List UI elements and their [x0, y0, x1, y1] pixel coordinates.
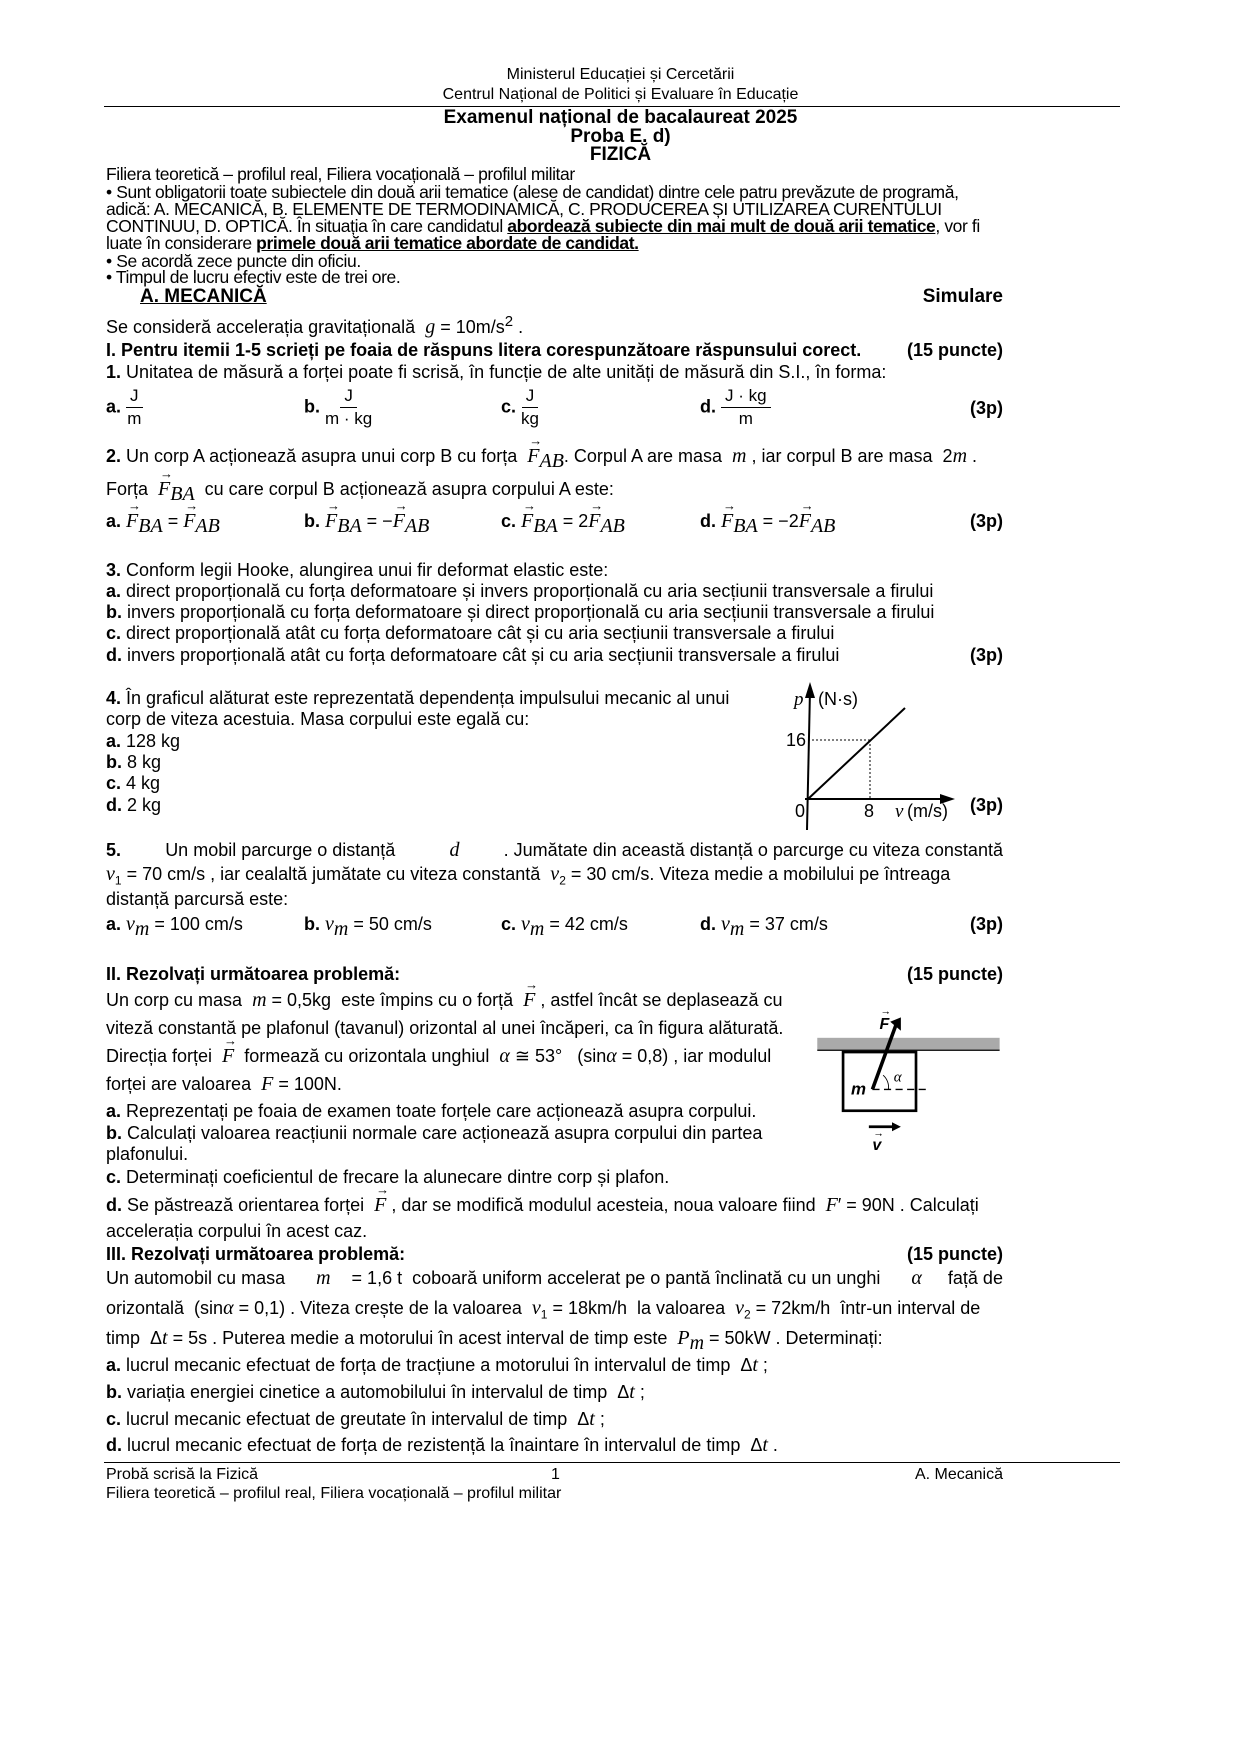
force-arrow	[872, 1024, 896, 1090]
part2-line: forței are valoarea F = 100N.	[106, 1073, 342, 1095]
ceiling	[817, 1038, 999, 1050]
q1-points: (3p)	[970, 398, 1003, 418]
q2-line1: 2. Un corp A acționează asupra unui corp B cu forța → $F_{AB}$. Corpul A are masa m , iar corpul B are masa 2m .	[106, 445, 977, 474]
footer-right: A. Mecanică	[914, 1466, 1003, 1483]
exam-proba: Proba E. d)	[570, 126, 671, 147]
part2-item-a: a. Reprezentați pe foaia de examen toate forțele care acționează asupra corpului.	[106, 1101, 757, 1121]
force-vector-arrow-icon: →	[880, 1005, 892, 1018]
part3-line: orizontală (sinα = 0,1) . Viteza crește de la valoarea $v_1 = 18km/h$ la valoarea $v_2 = 72km/h$ într-un interval de	[106, 1297, 981, 1322]
part3-item-b: b. variația energiei cinetice a automobilului în intervalul de timp Δt ;	[106, 1381, 645, 1403]
y-axis-arrow-icon	[805, 682, 815, 698]
section-title: A. MECANICĂ	[140, 286, 267, 307]
part2-line: Direcția forței → F formează cu orizontala unghiul α ≅ 53° (sinα = 0,8) , iar modulul	[106, 1045, 771, 1067]
y-axis	[807, 690, 810, 830]
denominator: kg	[521, 409, 539, 428]
q5-option-a: a. $v_m = 100$ cm/s	[106, 913, 243, 940]
q3-text: 3. Conform legii Hooke, alungirea unui fir deformat elastic este:	[106, 560, 609, 580]
angle-label: α	[893, 1069, 902, 1086]
velocity-vector-arrow-icon: →	[873, 1127, 884, 1140]
force-label: F	[879, 1015, 890, 1033]
instruction-line: • Timpul de lucru efectiv este de trei ore.	[106, 267, 401, 287]
q4-points: (3p)	[970, 795, 1003, 815]
q5-line1: 5. Un mobil parcurge o distanță d . Jumătate din această distanță o parcurge cu viteza constantă	[106, 839, 1003, 861]
q2-option-c: c. → $F_{BA} = 2\to F_{AB}$	[501, 510, 625, 539]
q1-option-d	[700, 385, 771, 430]
part2-item-c: c. Determinați coeficientul de frecare la alunecare dintre corp și plafon.	[106, 1167, 670, 1187]
option-letter: a.	[106, 396, 122, 417]
q1-text: 1. Unitatea de măsură a forței poate fi scrisă, în funcție de alte unități de măsură din S.I., în forma:	[106, 362, 887, 382]
momentum-line	[808, 708, 905, 799]
y-var: p	[794, 689, 804, 710]
footer-page-number: 1	[551, 1466, 560, 1483]
denominator: m · kg	[325, 409, 373, 428]
numerator: J	[126, 385, 143, 408]
option-letter: d.	[700, 396, 716, 417]
gravity-given: Se consideră accelerația gravitațională $g = 10m/s^2$ .	[106, 313, 524, 338]
part2-title: II. Rezolvați următoarea problemă:	[106, 964, 401, 984]
footer-left: Probă scrisă la Fizică	[106, 1466, 259, 1483]
ceiling-block-figure	[801, 988, 1015, 1157]
angle-arc	[883, 1075, 888, 1089]
part1-title: I. Pentru itemii 1-5 scrieți pe foaia de răspuns litera corespunzătoare răspunsului corect.	[106, 340, 862, 360]
part3-item-d: d. lucrul mecanic efectuat de forța de rezistență la înaintare în intervalul de timp Δt .	[106, 1434, 778, 1456]
q3-points: (3p)	[970, 645, 1003, 665]
center-name: Centrul Național de Politici și Evaluare în Educație	[442, 86, 799, 103]
part3-line: timp Δt = 5s . Puterea medie a motorului în acest interval de timp este $P_m = 50kW$ . Determinați:	[106, 1327, 883, 1354]
x-var: v	[895, 801, 904, 822]
part2-line: Un corp cu masa m = 0,5kg este împins cu o forță → F , astfel încât se deplasează cu	[106, 989, 783, 1011]
q4-option-d: d. 2 kg	[106, 795, 162, 815]
q5-line2: $v_1 = 70$ cm/s , iar cealaltă jumătate cu viteza constantă $v_2 = 30$ cm/s. Viteza medie a mobilului pe întreaga	[106, 863, 951, 888]
momentum-velocity-graph	[780, 670, 965, 830]
part2-item-b: b. Calculați valoarea reacțiunii normale care acționează asupra corpului din partea	[106, 1123, 763, 1143]
q1-option-a	[106, 385, 143, 430]
part2-item-d: d. Se păstrează orientarea forței → F , dar se modifică modulul acesteia, noua valoare fiind F′ = 90N . Calculați	[106, 1194, 979, 1216]
y-tick-label: 16	[786, 730, 807, 750]
part3-item-c: c. lucrul mecanic efectuat de greutate în intervalul de timp Δt ;	[106, 1408, 605, 1430]
mass-label: m	[851, 1079, 867, 1099]
q1-option-c	[501, 385, 539, 430]
velocity-arrowhead-icon	[892, 1122, 901, 1131]
q5-option-c: c. $v_m = 42$ cm/s	[501, 913, 628, 940]
origin-label: 0	[795, 801, 806, 821]
q2-option-b: b. → $F_{BA}$ = −→ $F_{AB}$	[304, 510, 429, 539]
filiera-text: Filiera teoretică – profilul real, Filiera vocațională – profilul militar	[106, 164, 575, 184]
q4-option-b: b. 8 kg	[106, 752, 162, 772]
denominator: m	[127, 409, 142, 428]
instruction-line: • Sunt obligatorii toate subiectele din două arii tematice (alese de candidat) dintre cele patru prevăzute de programă,	[106, 182, 959, 202]
numerator: J	[522, 385, 539, 408]
instruction-line: • Se acordă zece puncte din oficiu.	[106, 251, 361, 271]
part2-points: (15 puncte)	[906, 964, 1003, 984]
section-tag: Simulare	[922, 286, 1003, 307]
footer-filiera: Filiera teoretică – profilul real, Filiera vocațională – profilul militar	[106, 1485, 562, 1502]
option-letter: c.	[501, 396, 517, 417]
part3-title: III. Rezolvați următoarea problemă:	[106, 1244, 406, 1264]
q3-option-b: b. invers proporțională cu forța deformatoare și direct proporțională cu aria secțiunii transversale a firului	[106, 602, 935, 622]
q2-line2: Forța → $F_{BA}$ cu care corpul B acționează asupra corpului A este:	[106, 478, 614, 507]
q3-option-a: a. direct proporțională cu forța deformatoare și invers proporțională cu aria secțiunii transversale a firului	[106, 581, 934, 601]
instruction-line: CONTINUU, D. OPTICĂ. În situația în care candidatul abordează subiecte din mai mult de două arii tematice, vor fi	[106, 216, 980, 236]
exam-title: Examenul național de bacalaureat 2025	[443, 107, 798, 128]
numerator: J	[340, 385, 357, 408]
part3-points: (15 puncte)	[906, 1244, 1003, 1264]
denominator: m	[738, 409, 753, 428]
part3-item-a: a. lucrul mecanic efectuat de forța de tracțiune a motorului în intervalul de timp Δt ;	[106, 1354, 768, 1376]
velocity-label: v	[872, 1136, 882, 1154]
q1-option-b	[304, 385, 372, 430]
x-unit: (m/s)	[907, 801, 948, 821]
q2-option-a: a. → $F_{BA}$ = → $F_{AB}$	[106, 510, 220, 539]
footer-divider	[104, 1462, 1120, 1463]
q5-points: (3p)	[970, 914, 1003, 934]
x-tick-label: 8	[864, 801, 875, 821]
exam-subject: FIZICĂ	[589, 144, 652, 165]
ministry-name: Ministerul Educației și Cercetării	[506, 66, 735, 83]
q4-line1: 4. În graficul alăturat este reprezentată dependența impulsului mecanic al unui	[106, 688, 730, 708]
q3-option-c: c. direct proporțională atât cu forța deformatoare cât și cu aria secțiunii transversale a firului	[106, 623, 835, 643]
option-letter: b.	[304, 396, 320, 417]
q3-option-d: d. invers proporțională atât cu forța deformatoare cât și cu aria secțiunii transversale a firului	[106, 645, 840, 665]
part2-line: viteză constantă pe plafonul (tavanul) orizontal al unei încăperi, ca în figura alăturată.	[106, 1018, 784, 1038]
part2-item-d-cont: accelerația corpului în acest caz.	[106, 1221, 368, 1241]
q4-option-c: c. 4 kg	[106, 773, 161, 793]
q5-option-d: d. $v_m = 37$ cm/s	[700, 913, 828, 940]
q2-points: (3p)	[970, 511, 1003, 531]
part3-line: Un automobil cu masa m = 1,6 t coboară uniform accelerat pe o pantă înclinată cu un unghi α față de	[106, 1267, 1003, 1289]
part2-item-b-cont: plafonului.	[106, 1144, 189, 1164]
y-unit: (N·s)	[818, 689, 858, 709]
instruction-line: adică: A. MECANICĂ, B. ELEMENTE DE TERMODINAMICĂ, C. PRODUCEREA ȘI UTILIZAREA CURENTULUI	[106, 199, 942, 219]
q4-line2: corp de viteza acestuia. Masa corpului este egală cu:	[106, 709, 530, 729]
q2-option-d: d. → $F_{BA} = -2\to F_{AB}$	[700, 510, 835, 539]
q4-option-a: a. 128 kg	[106, 731, 181, 751]
numerator: J · kg	[721, 385, 771, 408]
instruction-line: luate în considerare primele două arii tematice abordate de candidat.	[106, 233, 639, 253]
part1-points: (15 puncte)	[906, 340, 1003, 360]
q5-option-b: b. $v_m = 50$ cm/s	[304, 913, 432, 940]
q5-line3: distanță parcursă este:	[106, 889, 289, 909]
